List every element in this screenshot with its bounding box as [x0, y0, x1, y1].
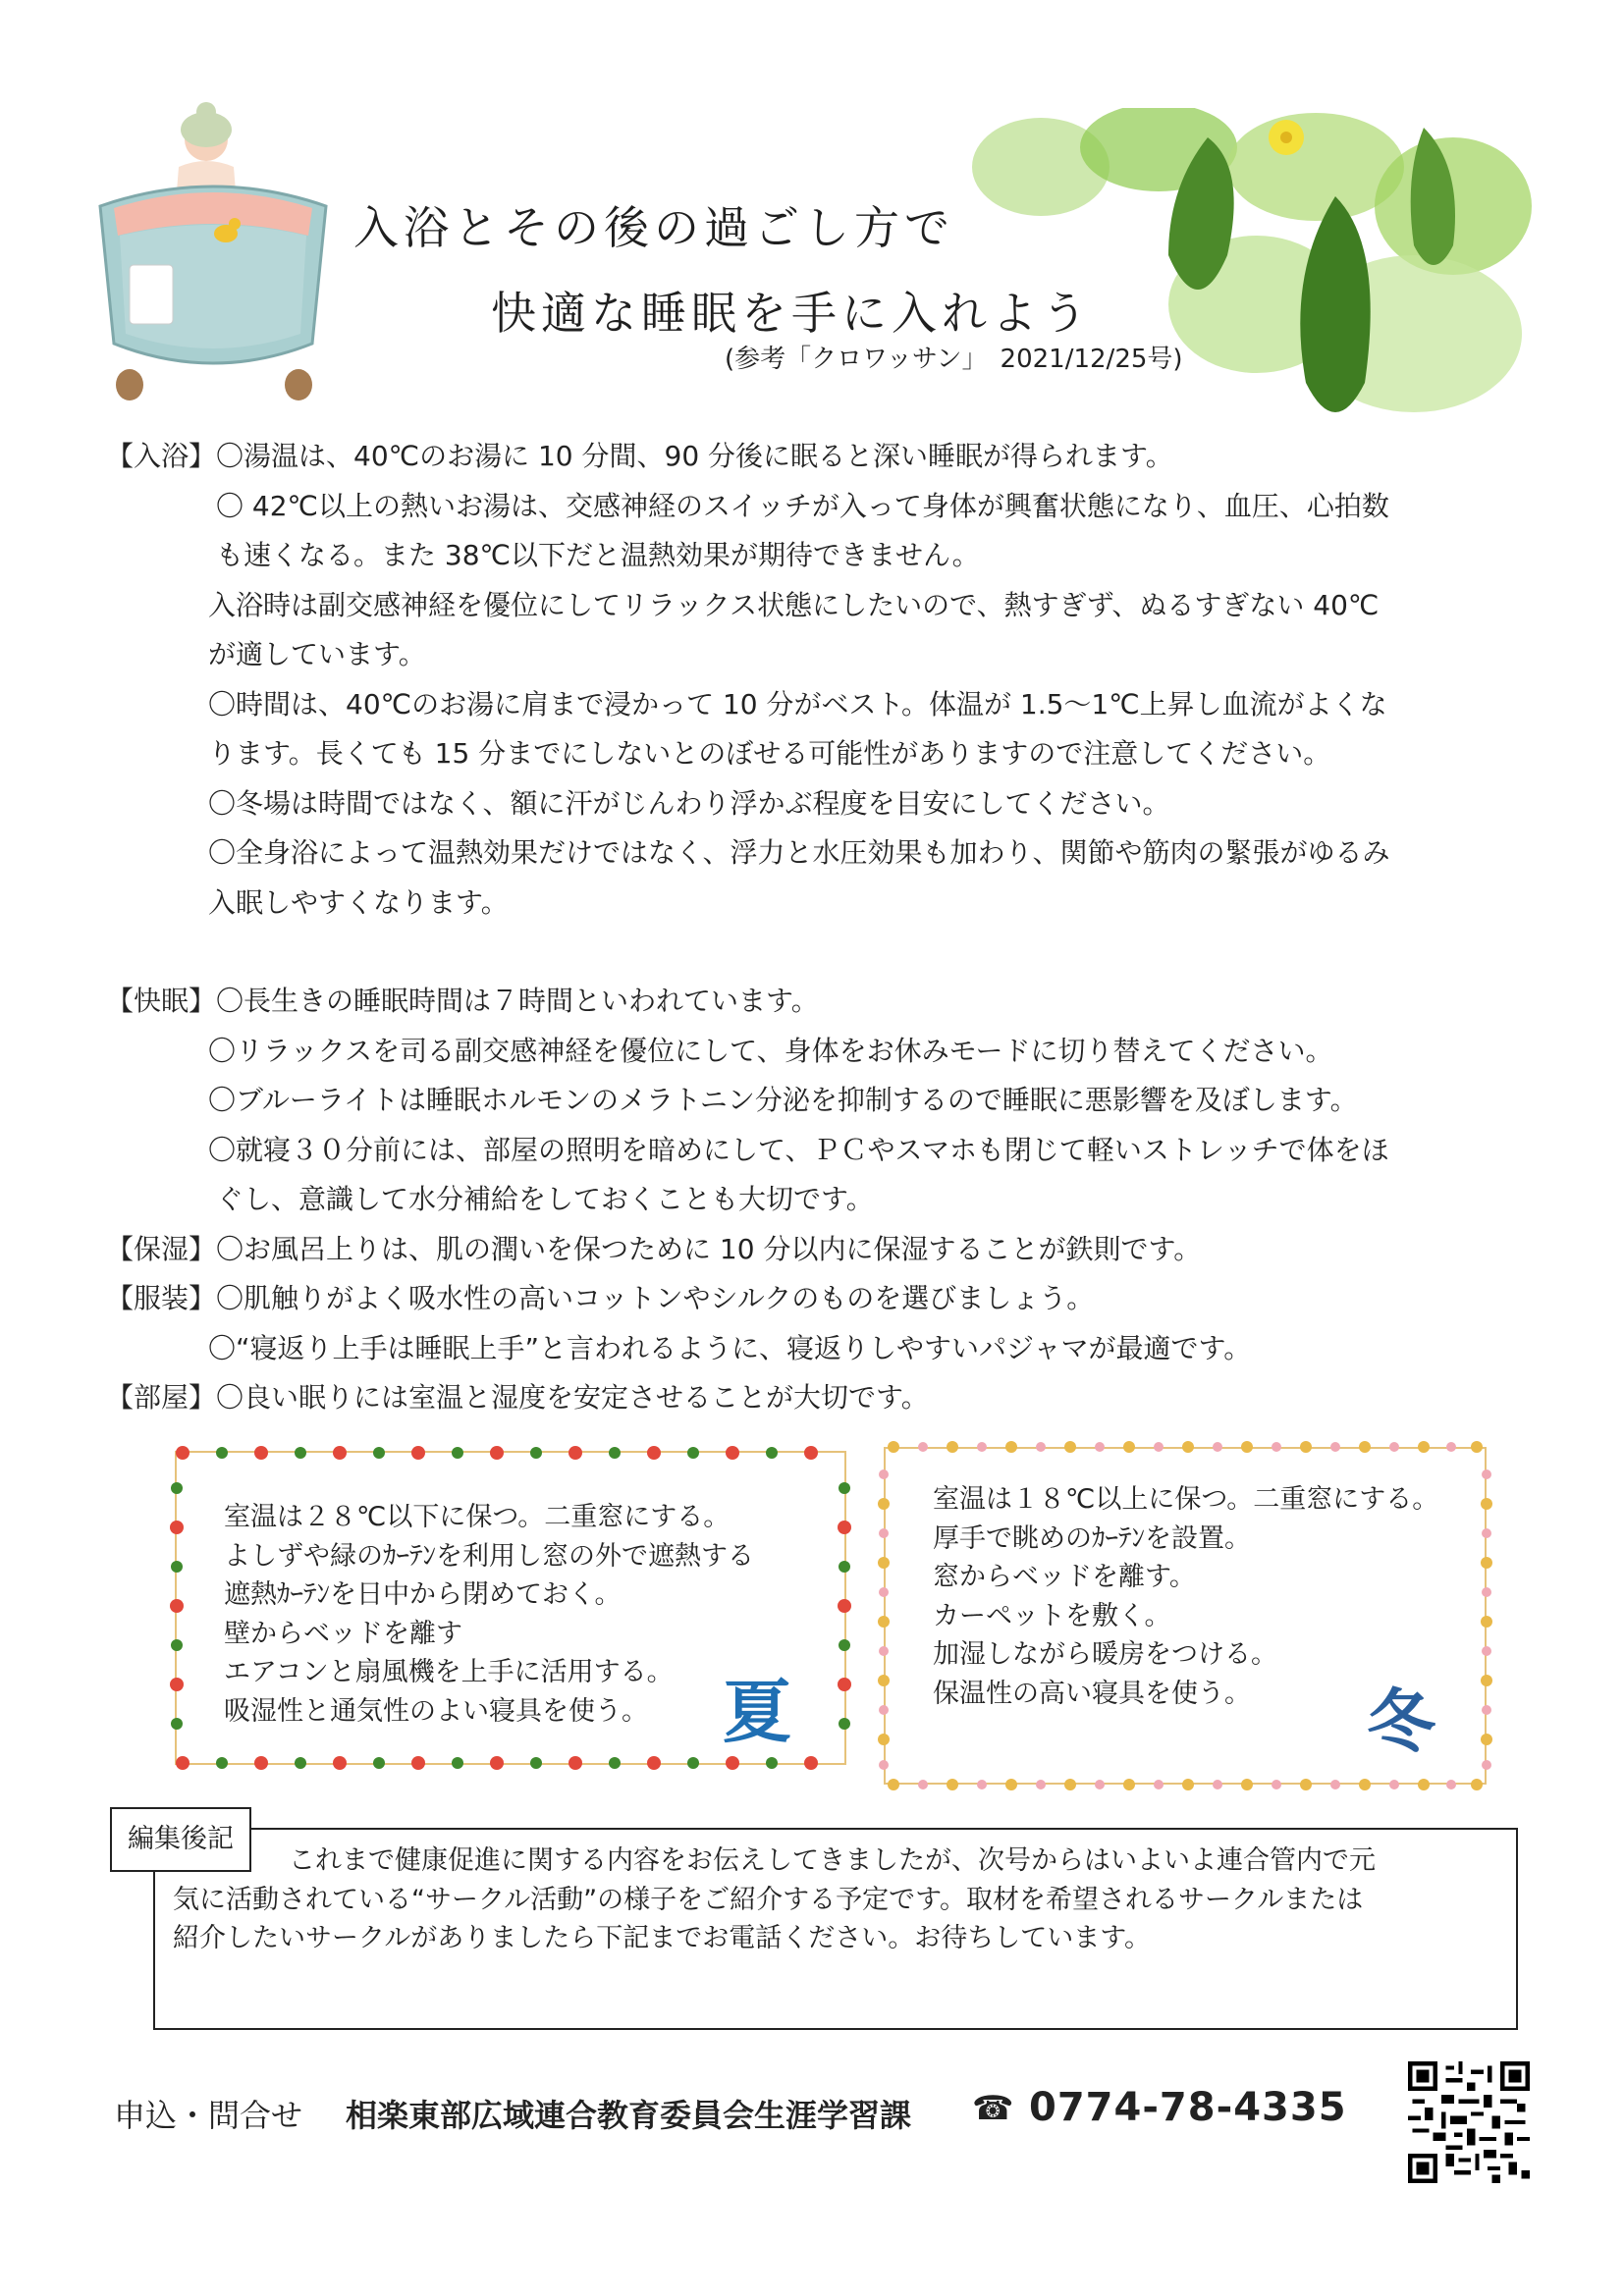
section-line: 〇“寝返り上手は睡眠上手”と言われるように、寝返りしやすいパジャマが最適です。 [208, 1331, 1252, 1364]
list-item: エアコンと扇風機を上手に活用する。 [224, 1657, 674, 1687]
section-moisture [106, 1225, 1549, 1275]
list-item: 室温は２８℃以下に保つ。二重窓にする。 [224, 1502, 731, 1532]
list-item: 加湿しながら暖房をつける。 [933, 1639, 1277, 1670]
phone-number[interactable]: 0774-78-4335 [1029, 2085, 1347, 2130]
editor-note-tab: 編集後記 [110, 1807, 251, 1872]
section-line: 【部屋】〇良い眠りには室温と湿度を安定させることが大切です。 [106, 1381, 929, 1414]
list-item: カーペットを敷く。 [933, 1600, 1171, 1631]
section-line: 【快眠】〇長生きの睡眠時間は７時間といわれています。 [106, 985, 819, 1017]
list-item: 保温性の高い寝具を使う。 [933, 1678, 1251, 1709]
section-line: 入眠しやすくなります。 [208, 885, 509, 919]
section-line: 〇全身浴によって温熱効果だけではなく、浮力と水圧効果も加わり、関節や筋肉の緊張がゆるみ [208, 836, 1390, 869]
section-line: 【入浴】〇湯温は、40℃のお湯に 10 分間、90 分後に眠ると深い睡眠が得られます。 [106, 440, 1173, 472]
summer-tips-list [224, 1498, 754, 1731]
page-title-line2: 快適な睡眠を手に入れよう [491, 287, 1092, 340]
contact-label: 申込・問合せ [114, 2097, 303, 2134]
editor-note-text [173, 1842, 1489, 1958]
editor-note-line: 紹介したいサークルがありましたら下記までお電話ください。お待ちしています。 [173, 1923, 1152, 1953]
section-label: 【部屋】 [106, 1381, 217, 1414]
section-label: 【服装】 [106, 1282, 217, 1314]
bathtub-illustration [90, 98, 336, 422]
section-bathing [106, 432, 1549, 928]
section-line: ります。長くても 15 分までにしないとのぼせる可能性がありますので注意してください。 [208, 737, 1331, 770]
editor-note-line: これまで健康促進に関する内容をお伝えしてきましたが、次号からはいよいよ連合管内で元 [289, 1845, 1376, 1876]
qr-code[interactable] [1408, 2061, 1530, 2183]
summer-tips-box [175, 1451, 846, 1765]
section-line: 〇時間は、40℃のお湯に肩まで浸かって 10 分がベスト。体温が 1.5～1℃上昇し血流がよくな [208, 687, 1387, 721]
organization-name: 相楽東部広域連合教育委員会生涯学習課 [346, 2097, 912, 2134]
reference-note: (参考「クロワッサン」 2021/12/25号) [725, 345, 1183, 374]
section-line: 〇リラックスを司る副交感神経を優位にして、身体をお休みモードに切り替えてください。 [208, 1034, 1333, 1067]
phone-icon: ☎ [972, 2089, 1014, 2128]
editor-note-line: 気に活動されている“サークル活動”の様子をご紹介する予定です。取材を希望されるサークルまたは [173, 1884, 1364, 1915]
section-label: 【入浴】 [106, 440, 217, 472]
list-item: 厚手で眺めのｶｰﾃﾝを設置。 [933, 1522, 1251, 1554]
list-item: 壁からベッドを離す [224, 1618, 462, 1649]
section-line: 〇就寝３０分前には、部屋の照明を暗めにして、ＰＣやスマホも閉じて軽いストレッチで体をほ [208, 1133, 1389, 1166]
winter-badge: 冬 [1367, 1682, 1435, 1762]
section-line: 【保湿】〇お風呂上りは、肌の潤いを保つために 10 分以内に保湿することが鉄則です。 [106, 1232, 1202, 1265]
section-label: 【快眠】 [106, 985, 217, 1017]
page-title-line1: 入浴とその後の過ごし方で [353, 201, 954, 254]
winter-tips-box [884, 1447, 1487, 1785]
editor-note-box [153, 1828, 1518, 2030]
section-line: 〇冬場は時間ではなく、額に汗がじんわり浮かぶ程度を目安にしてください。 [208, 786, 1170, 820]
summer-badge: 夏 [723, 1672, 791, 1752]
section-line: 〇 42℃以上の熱いお湯は、交感神経のスイッチが入って身体が興奮状態になり、血圧、心拍数 [216, 489, 1389, 522]
list-item: 遮熱ｶｰﾃﾝを日中から閉めておく。 [224, 1579, 622, 1610]
section-line: 〇ブルーライトは睡眠ホルモンのメラトニン分泌を抑制するので睡眠に悪影響を及ぼします。 [208, 1084, 1358, 1116]
list-item: 窓からベッドを離す。 [933, 1562, 1196, 1592]
section-line: ぐし、意識して水分補給をしておくことも大切です。 [216, 1183, 874, 1215]
main-content [106, 432, 1549, 1423]
section-line: 【服装】〇肌触りがよく吸水性の高いコットンやシルクのものを選びましょう。 [106, 1282, 1095, 1314]
winter-tips-list [933, 1480, 1438, 1713]
section-line: が適しています。 [208, 638, 426, 670]
section-line: 入浴時は副交感神経を優位にしてリラックス状態にしたいので、熱すぎず、ぬるすぎない 40℃ [208, 588, 1380, 621]
section-sleep [106, 977, 1549, 1225]
list-item: 吸湿性と通気性のよい寝具を使う。 [224, 1695, 648, 1727]
section-label: 【保湿】 [106, 1232, 217, 1265]
list-item: よしずや緑のｶｰﾃﾝを利用し窓の外で遮熱する [224, 1540, 754, 1572]
section-room [106, 1373, 1549, 1423]
list-item: 室温は１８℃以上に保つ。二重窓にする。 [933, 1484, 1439, 1515]
section-clothing [106, 1274, 1549, 1373]
section-line: も速くなる。また 38℃以下だと温熱効果が期待できません。 [216, 539, 980, 571]
